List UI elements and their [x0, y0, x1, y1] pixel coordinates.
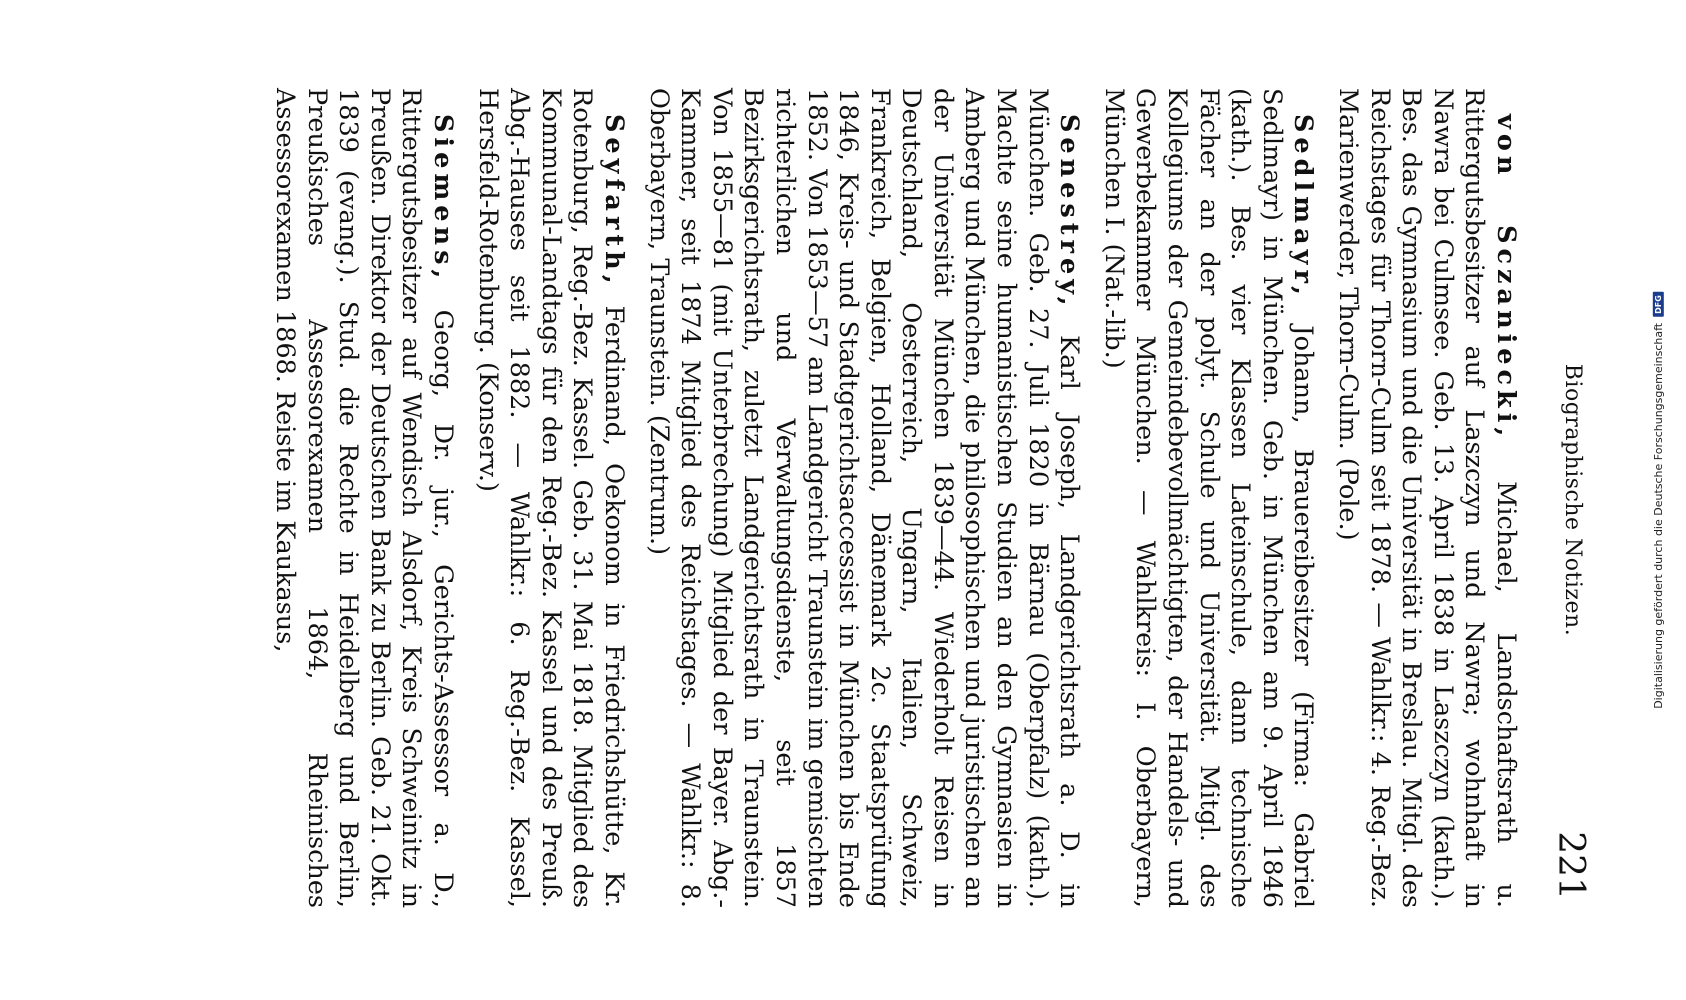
entry-text: Karl Joseph, Landgerichtsrath a. D. in München. Geb. 27. Juli 1820 in Bärnau (Oberpfalz) (kath.). Machte seine humanistischen Studien an den Gymnasien in Amberg und München, die philosophischen und juristischen an der Universität München 1839—44. Wiederholt Reisen in Deutschland, Oesterreich, Ungarn, Italien, Schweiz, Frankreich, Belgien, Holland, Dänemark 2c. Staatsprüfung 1846, Kreis- und Stadtgerichtsaccessist in München bis Ende 1852. Von 1853—57 am Landgericht Traunstein im gemischten richterlichen und Verwaltungsdienste, seit 1857 Bezirksgerichtsrath, zuletzt Landgerichtsrath in Traunstein. Von 1855—81 (mit Unterbrechung) Mitglied der Bayer. Abg.-Kammer, seit 1874 Mitglied des Reichstages. — Wahlkr.: 8. Oberbayern, Traunstein. (Zentrum.) — [643, 88, 1085, 908]
entry-name: Senestrey, — [1054, 114, 1085, 311]
entry-text: Michael, Landschaftsrath u. Rittergutsbesitzer auf Laszczyn und Nawra; wohnhaft in Nawra bei Culmsee. Geb. 13. April 1838 in Laszczyn (kath.). Bes. das Gymnasium und die Universität in Breslau. Mitgl. des Reichstages für Thorn-Culm seit 1878. — Wahlkr.: 4. Reg.-Bez. Marienwerder, Thorn-Culm. (Pole.) — [1333, 88, 1521, 908]
digitization-credit-text: Digitalisierung gefördert durch die Deutsche Forschungsgemeinschaft — [1651, 322, 1665, 709]
entry-sczaniecki — [1331, 88, 1521, 908]
entry-name: Seyfarth, — [598, 114, 629, 289]
entries-column — [255, 88, 1521, 908]
entry-text: Georg, Dr. jur., Gerichts-Assessor a. D., Rittergutsbesitzer auf Wendisch Alsdorf, Kreis Schweinitz in Preußen. Direktor der Deutschen Bank zu Berlin. Geb. 21. Okt. 1839 (evang.). Stud. die Rechte in Heidelberg und Berlin, Preußisches Assessorexamen 1864, Rheinisches Assessorexamen 1868. Reiste im Kaukasus, — [270, 88, 458, 908]
entry-name: Sedlmayr, — [1288, 114, 1319, 300]
entry-senestrey — [642, 88, 1084, 908]
entry-text: Ferdinand, Oekonom in Friedrichshütte, Kr. Rotenburg, Reg.-Bez. Kassel. Geb. 31. Mai 1818. Mitglied des Kommunal-Landtags für den Reg.-Bez. Kassel und des Preuß. Abg.-Hauses seit 1882. — Wahlkr.: 6. Reg.-Bez. Kassel, Hersfeld-Rotenburg. (Konserv.) — [472, 88, 629, 909]
entry-seyfarth — [471, 88, 629, 908]
entry-text: Johann, Brauereibesitzer (Firma: Gabriel Sedlmayr) in München. Geb. in München am 9. April 1846 (kath.). Bes. vier Klassen Lateinschule, dann technische Fächer an der polyt. Schule und Universität. Mitgl. des Kollegiums der Gemeindebevollmächtigten, der Handels- und Gewerbekammer München. — Wahlkreis: I. Oberbayern, München I. (Nat.-lib.) — [1098, 88, 1319, 909]
entry-siemens — [268, 88, 458, 908]
page-number: 221 — [1550, 831, 1591, 900]
entry-sedlmayr — [1097, 88, 1318, 908]
dfg-logo-icon: DFG — [1653, 292, 1664, 317]
digitization-credit — [1648, 20, 1668, 980]
entry-name: Siemens, — [428, 114, 458, 284]
running-head-title: Biographische Notizen. — [1560, 363, 1585, 637]
entry-name: von Sczaniecki, — [1491, 114, 1521, 442]
running-head — [1541, 90, 1591, 910]
